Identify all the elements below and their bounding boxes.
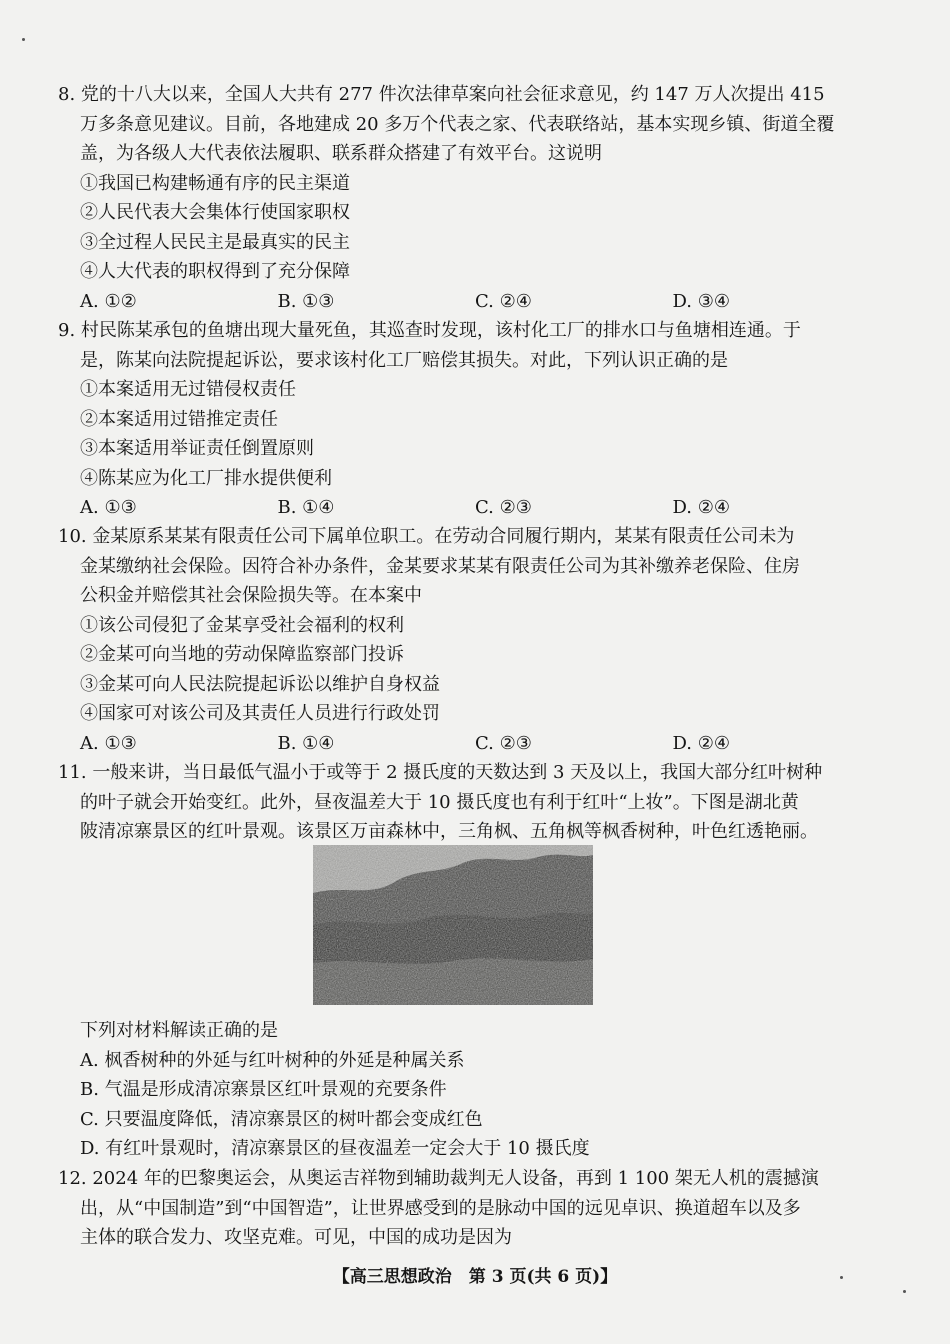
scan-speck xyxy=(903,1290,906,1293)
statement-item: ④陈某应为化工厂排水提供便利 xyxy=(80,467,332,489)
question-10 xyxy=(58,522,870,758)
option-b: B. ①④ xyxy=(277,497,335,518)
answer-options xyxy=(58,493,870,523)
option-c: C. ②③ xyxy=(475,497,532,518)
option-d: D. ②④ xyxy=(672,732,731,754)
question-8 xyxy=(58,80,870,316)
choice-d: D. 有红叶景观时，清凉寨景区的昼夜温差一定会大于 10 摄氏度 xyxy=(80,1138,590,1159)
choice-c: C. 只要温度降低，清凉寨景区的树叶都会变成红色 xyxy=(80,1108,483,1130)
red-leaf-landscape-photo xyxy=(313,845,593,1005)
statement-item: ①本案适用无过错侵权责任 xyxy=(80,379,296,400)
question-stem-line: 是，陈某向法院提起诉讼，要求该村化工厂赔偿其损失。对此，下列认识正确的是 xyxy=(80,349,728,371)
option-a: A. ①② xyxy=(80,290,137,312)
question-11-choices xyxy=(58,1016,870,1164)
option-a: A. ①③ xyxy=(80,497,137,518)
scan-speck xyxy=(22,38,25,41)
statement-item: ②人民代表大会集体行使国家职权 xyxy=(80,202,350,223)
choice-b: B. 气温是形成清凉寨景区红叶景观的充要条件 xyxy=(80,1079,447,1100)
option-b: B. ①③ xyxy=(277,290,335,312)
option-a: A. ①③ xyxy=(80,732,137,754)
question-stem-line: 的叶子就会开始变红。此外，昼夜温差大于 10 摄氏度也有利于红叶“上妆”。下图是湖北黄 xyxy=(80,791,799,813)
statement-item: ①我国已构建畅通有序的民主渠道 xyxy=(80,172,350,194)
option-c: C. ②③ xyxy=(475,732,532,754)
question-stem-line: 陂清凉寨景区的红叶景观。该景区万亩森林中，三角枫、五角枫等枫香树种，叶色红透艳丽。 xyxy=(80,821,818,842)
page-footer: 【高三思想政治 第 3 页(共 6 页)】 xyxy=(332,1267,618,1287)
question-9 xyxy=(58,316,870,523)
answer-options xyxy=(58,287,870,317)
answer-options xyxy=(58,729,870,759)
option-c: C. ②④ xyxy=(475,290,532,312)
question-stem-line: 主体的联合发力、攻坚克难。可见，中国的成功是因为 xyxy=(80,1227,512,1248)
statement-item: ③本案适用举证责任倒置原则 xyxy=(80,438,314,459)
option-b: B. ①④ xyxy=(277,732,335,754)
scan-speck xyxy=(840,1276,843,1279)
question-stem-line: 8. 党的十八大以来，全国人大共有 277 件次法律草案向社会征求意见，约 147 万人次提出 415 xyxy=(58,84,825,105)
question-stem-line: 出，从“中国制造”到“中国智造”，让世界感受到的是脉动中国的远见卓识、换道超车以及多 xyxy=(80,1197,801,1219)
option-d: D. ③④ xyxy=(672,290,731,312)
statement-item: ③金某可向人民法院提起诉讼以维护自身权益 xyxy=(80,673,440,695)
question-stem-line: 盖，为各级人大代表依法履职、联系群众搭建了有效平台。这说明 xyxy=(80,143,602,164)
question-stem-line: 公积金并赔偿其社会保险损失等。在本案中 xyxy=(80,585,422,606)
question-stem-line: 12. 2024 年的巴黎奥运会，从奥运吉祥物到辅助裁判无人设备，再到 1 100 架无人机的震撼演 xyxy=(58,1168,819,1189)
question-prompt: 下列对材料解读正确的是 xyxy=(80,1020,278,1041)
statement-item: ④人大代表的职权得到了充分保障 xyxy=(80,261,350,282)
statement-item: ④国家可对该公司及其责任人员进行行政处罚 xyxy=(80,703,440,724)
statement-item: ①该公司侵犯了金某享受社会福利的权利 xyxy=(80,614,404,636)
statement-item: ②本案适用过错推定责任 xyxy=(80,408,278,430)
question-stem-line: 11. 一般来讲，当日最低气温小于或等于 2 摄氏度的天数达到 3 天及以上，我国大部分红叶树种 xyxy=(58,762,823,783)
question-stem-line: 9. 村民陈某承包的鱼塘出现大量死鱼，其巡查时发现，该村化工厂的排水口与鱼塘相连通。于 xyxy=(58,320,801,341)
option-d: D. ②④ xyxy=(672,497,731,518)
question-stem-line: 万多条意见建议。目前，各地建成 20 多万个代表之家、代表联络站，基本实现乡镇、街道全覆 xyxy=(80,113,835,135)
question-12 xyxy=(58,1164,870,1253)
question-11 xyxy=(58,758,870,847)
statement-item: ②金某可向当地的劳动保障监察部门投诉 xyxy=(80,644,404,665)
statement-item: ③全过程人民民主是最真实的民主 xyxy=(80,231,350,253)
choice-a: A. 枫香树种的外延与红叶树种的外延是种属关系 xyxy=(80,1049,465,1071)
question-stem-line: 金某缴纳社会保险。因符合补办条件，金某要求某某有限责任公司为其补缴养老保险、住房 xyxy=(80,555,800,577)
question-stem-line: 10. 金某原系某某有限责任公司下属单位职工。在劳动合同履行期内，某某有限责任公司未为 xyxy=(58,526,795,547)
